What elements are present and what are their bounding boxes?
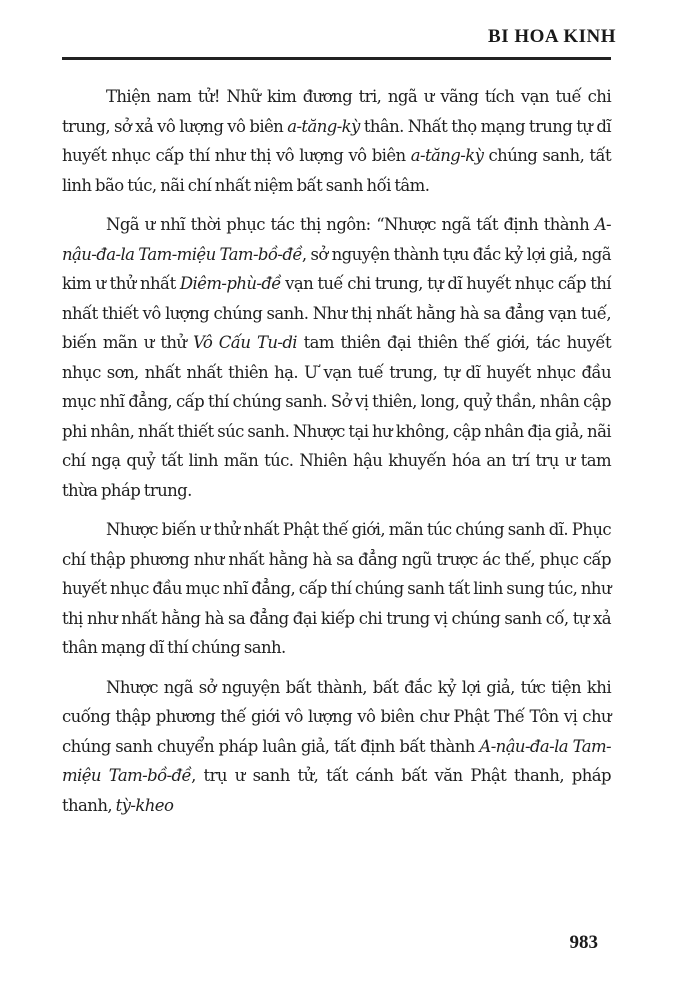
italic-term: tỳ-kheo [115, 795, 174, 815]
text-run: , sở nguyện thành tựu đắc kỷ lợi giả, ngã kim ư thử nhất [62, 244, 611, 293]
text-run: vạn tuế chi trung, tự dĩ huyết nhục cấp thí nhất thiết vô lượng chúng sanh. Như thị nhất hằng hà sa đẳng vạn tuế, biến mãn ư thử [62, 274, 611, 352]
italic-term: A-nậu-đa-la Tam-miệu Tam-bồ-đề [62, 736, 611, 785]
italic-term: a-tăng-kỳ [410, 146, 484, 165]
italic-term: Diêm-phù-đề [179, 274, 281, 293]
text-run: Thiện nam tử! Nhữ kim đương tri, ngã ư vãng tích vạn tuế chi trung, sở xả vô lượng vô biên [62, 87, 611, 136]
paragraph [62, 82, 611, 200]
text-run: Nhược ngã sở nguyện bất thành, bất đắc kỷ lợi giả, tức tiện khi cuống thập phương thế giới vô lượng vô biên chư Phật Thế Tôn vị chư chúng sanh chuyển pháp luân giả, tất định bất thành [62, 677, 611, 756]
running-header-title: BI HOA KINH [488, 26, 616, 47]
italic-term: Vô Cấu Tu-di [193, 333, 297, 352]
text-run: Nhược biến ư thử nhất Phật thế giới, mãn túc chúng sanh dĩ. Phục chí thập phương như nhất hằng hà sa đẳng ngũ trược ác thế, phục cấp huyết nhục đầu mục nhĩ đẳng, cấp thí chúng sanh tất linh sung túc, như thị như nhất hằng hà sa đẳng đại kiếp chi trung vị chúng sanh cố, tự xả thân mạng dĩ thí chúng sanh. [62, 520, 611, 657]
body-text [62, 82, 611, 830]
text-run: thân. Nhất thọ mạng trung tự dĩ huyết nhục cấp thí như thị vô lượng vô biên [62, 116, 611, 165]
text-run: chúng sanh, tất linh bão túc, nãi chí nhất niệm bất sanh hối tâm. [62, 146, 611, 195]
paragraph [62, 210, 611, 505]
italic-term: a-tăng-kỳ [287, 116, 360, 136]
header-rule [62, 57, 611, 60]
text-run: , trụ ư sanh tử, tất cánh bất văn Phật thanh, pháp thanh, [62, 766, 611, 815]
paragraph [62, 673, 611, 821]
italic-term: A-nậu-đa-la Tam-miệu Tam-bồ-đề [62, 215, 611, 264]
page-number: 983 [569, 932, 598, 953]
paragraph [62, 515, 611, 663]
text-run: tam thiên đại thiên thế giới, tác huyết nhục sơn, nhất nhất thiên hạ. Ư vạn tuế trung, tự dĩ huyết nhục đầu mục nhĩ đẳng, cấp thí chúng sanh. Sở vị thiên, long, quỷ thần, nhân cập phi nhân, nhất thiết súc sanh. Nhược tại hư không, cập nhân địa giả, nãi chí ngạ quỷ tất linh mãn túc. Nhiên hậu khuyến hóa an trí trụ ư tam thừa pháp trung. [62, 333, 612, 500]
text-run: Ngã ư nhĩ thời phục tác thị ngôn: “Nhược ngã tất định thành [106, 215, 595, 234]
